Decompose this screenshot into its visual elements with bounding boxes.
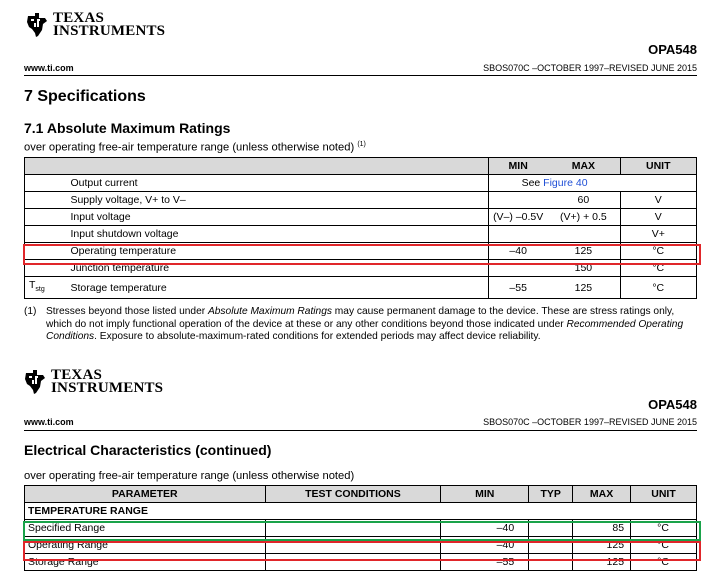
logo-line2: INSTRUMENTS: [53, 23, 166, 39]
header-max: MAX: [547, 158, 620, 175]
footnote-text-b: may cause permanent damage to the device. These are stress ratings only, which do not imply functional operation of the device at these or any other conditions beyond those indicated under: [46, 306, 675, 330]
part-number: OPA548: [648, 42, 697, 57]
row-parameter: Junction temperature: [50, 260, 488, 277]
section-title: Electrical Characteristics (continued): [24, 442, 272, 458]
table-row: [25, 226, 697, 243]
ti-logo-icon: [24, 369, 46, 395]
row-max: 60: [547, 192, 620, 209]
logo-line1: TEXAS: [53, 10, 105, 26]
row-min: (V–) –0.5V: [489, 209, 548, 226]
row-max: (V+) + 0.5: [547, 209, 620, 226]
subtitle-text: over operating free-air temperature range (unless otherwise noted): [24, 141, 355, 154]
row-parameter: Supply voltage, V+ to V–: [50, 192, 488, 209]
row-parameter: Operating Range: [25, 537, 266, 554]
footnote-italic-a: Absolute Maximum Ratings: [207, 306, 332, 317]
row-parameter: Input shutdown voltage: [50, 226, 488, 243]
row-parameter: Input voltage: [50, 209, 488, 226]
header-unit: UNIT: [631, 486, 697, 503]
table-row: [25, 277, 697, 299]
row-unit: °C: [631, 554, 697, 571]
header-parameter: PARAMETER: [25, 486, 266, 503]
table-header-row: [25, 486, 697, 503]
subtitle-footnote-ref[interactable]: (1): [357, 141, 366, 148]
highlight-operating-range: [23, 541, 701, 561]
row-max: 150: [547, 260, 620, 277]
row-min: –55: [489, 277, 548, 299]
row-parameter: Storage Range: [25, 554, 266, 571]
row-min: –55: [441, 554, 529, 571]
row-symbol: [25, 175, 51, 192]
logo-line1: TEXAS: [51, 367, 103, 383]
website-link[interactable]: www.ti.com: [24, 417, 74, 427]
row-symbol: [25, 192, 51, 209]
row-unit: °C: [620, 243, 696, 260]
row-min-max-merged: [489, 175, 620, 192]
header-test-conditions: TEST CONDITIONS: [265, 486, 441, 503]
symbol-sub: stg: [35, 286, 45, 294]
row-symbol: [25, 277, 51, 299]
row-max: [547, 226, 620, 243]
row-unit: °C: [631, 537, 697, 554]
row-min: –40: [441, 520, 529, 537]
row-parameter: Specified Range: [25, 520, 266, 537]
header-sym: [25, 158, 51, 175]
row-min: [489, 226, 548, 243]
row-min: –40: [441, 537, 529, 554]
row-unit: [620, 175, 696, 192]
row-max: 125: [547, 243, 620, 260]
row-unit: V+: [620, 226, 696, 243]
ti-logo-wordmark: [51, 369, 163, 395]
footnote: [24, 306, 696, 344]
row-max: 125: [573, 554, 631, 571]
footnote-text: [46, 306, 696, 344]
highlight-operating-temperature: [23, 244, 701, 265]
footnote-number: (1): [24, 306, 37, 317]
merged-text: See: [521, 177, 544, 189]
row-parameter: Operating temperature: [50, 243, 488, 260]
row-min: –40: [489, 243, 548, 260]
table-header-row: [25, 158, 697, 175]
footnote-text-a: Stresses beyond those listed under: [46, 306, 208, 317]
row-unit: °C: [620, 260, 696, 277]
header-typ: TYP: [529, 486, 573, 503]
row-symbol: [25, 209, 51, 226]
table-row: [25, 192, 697, 209]
doc-info: SBOS070C –OCTOBER 1997–REVISED JUNE 2015: [483, 417, 697, 427]
logo-line2: INSTRUMENTS: [51, 380, 164, 396]
ti-logo-bottom: [24, 369, 163, 395]
row-max: 125: [547, 277, 620, 299]
footnote-text-c: . Exposure to absolute-maximum-rated conditions for extended periods may affect device reliability.: [94, 331, 541, 342]
section-title: 7 Specifications: [24, 88, 146, 105]
website-link[interactable]: www.ti.com: [24, 63, 74, 73]
row-unit: V: [620, 192, 696, 209]
table-subtitle: over operating free-air temperature range (unless otherwise noted): [24, 470, 355, 482]
row-parameter: Output current: [50, 175, 488, 192]
symbol-main: T: [29, 279, 36, 291]
header-min: MIN: [441, 486, 529, 503]
row-max: 85: [573, 520, 631, 537]
footnote-italic-b: Recommended Operating Conditions: [46, 318, 684, 342]
header-param: [50, 158, 488, 175]
header-rule: [24, 75, 697, 76]
header-max: MAX: [573, 486, 631, 503]
row-unit: °C: [631, 520, 697, 537]
section-label: TEMPERATURE RANGE: [25, 503, 697, 520]
row-symbol: [25, 226, 51, 243]
row-parameter: Storage temperature: [50, 277, 488, 299]
row-unit: °C: [620, 277, 696, 299]
part-number: OPA548: [648, 397, 697, 412]
header-min: MIN: [489, 158, 548, 175]
table-row: [25, 175, 697, 192]
row-max: 125: [573, 537, 631, 554]
abs-max-ratings-table: [24, 157, 697, 299]
ti-logo-icon: [26, 12, 48, 38]
row-min: [489, 192, 548, 209]
ti-logo-top: [26, 12, 165, 38]
figure-40-link[interactable]: Figure 40: [543, 177, 588, 189]
table-section-row: [25, 503, 697, 520]
ti-logo-wordmark: [53, 12, 165, 38]
row-unit: V: [620, 209, 696, 226]
highlight-specified-range: [23, 521, 701, 541]
header-rule: [24, 430, 697, 431]
table-subtitle: [24, 141, 366, 154]
header-unit: UNIT: [620, 158, 696, 175]
subsection-title: 7.1 Absolute Maximum Ratings: [24, 120, 231, 136]
table-row: [25, 209, 697, 226]
doc-info: SBOS070C –OCTOBER 1997–REVISED JUNE 2015: [483, 63, 697, 73]
